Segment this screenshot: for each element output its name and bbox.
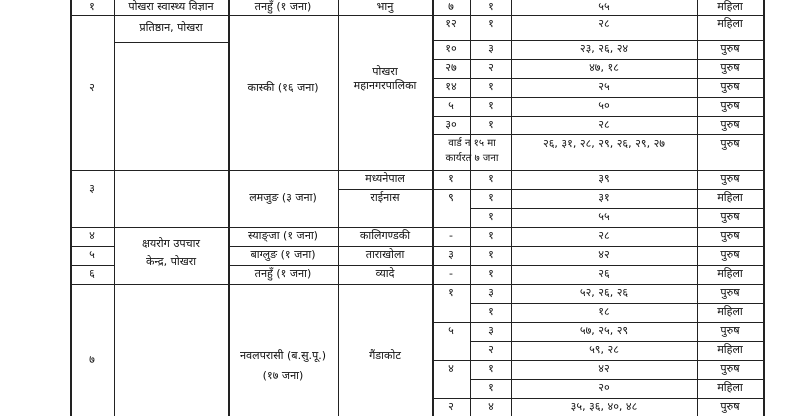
gender: पुरुष: [720, 80, 740, 93]
gender: पुरुष: [720, 324, 740, 337]
ages: ३९: [598, 172, 610, 185]
case-count: १: [488, 80, 494, 93]
local-level: भानु: [376, 0, 394, 13]
gender: महिला: [717, 343, 743, 356]
ward-no: ३: [448, 248, 454, 261]
local-level-line2: महानगरपालिका: [353, 79, 417, 92]
ages: २३, २६, २४: [579, 42, 629, 55]
gender: पुरुष: [720, 61, 740, 74]
ages: ५२, २६, २६: [579, 286, 629, 299]
institution-name-line2: केन्द्र, पोखरा: [145, 255, 197, 268]
ward-no: १: [448, 286, 454, 299]
ward-no: -: [449, 229, 453, 242]
district: तनहुँ (१ जना): [254, 267, 312, 280]
ward-no: ७: [448, 0, 454, 13]
row-sn: २: [89, 81, 95, 94]
row-sn: ४: [89, 229, 95, 242]
ages: ५५: [598, 0, 610, 13]
local-level: व्यादे: [375, 267, 395, 280]
row-sn: ३: [89, 182, 95, 195]
ward-no: ९: [448, 191, 454, 204]
local-level: पोखरा: [372, 65, 398, 78]
case-count: १: [488, 362, 494, 375]
case-count: १: [488, 172, 494, 185]
case-count: १: [488, 17, 494, 30]
gender: पुरुष: [720, 118, 740, 131]
gender: पुरुष: [720, 286, 740, 299]
local-level: गैंडाकोट: [369, 349, 401, 362]
ages: ३५, ३६, ४०, ४८: [570, 400, 638, 413]
gender: महिला: [717, 381, 743, 394]
ages: १८: [598, 305, 610, 318]
case-count: १: [488, 267, 494, 280]
gender: पुरुष: [720, 172, 740, 185]
ages: ४७, १८: [589, 61, 619, 74]
ages: ४२: [598, 248, 610, 261]
ward-no: १४: [445, 80, 457, 93]
ages: २८: [598, 17, 610, 30]
gender: महिला: [717, 0, 743, 13]
ward-no: ५: [448, 99, 454, 112]
ages: २५: [598, 80, 610, 93]
row-sn: ६: [89, 267, 95, 280]
ward-no: ३०: [445, 118, 457, 131]
row-sn: १: [89, 0, 95, 13]
case-count: १: [488, 248, 494, 261]
case-count: ३: [488, 42, 494, 55]
case-count: ४: [488, 400, 494, 413]
gender: पुरुष: [720, 248, 740, 261]
ages: ५७, २५, २९: [579, 324, 629, 337]
ward-no: २७: [445, 61, 457, 74]
case-count: १: [488, 210, 494, 223]
ward-no: -: [449, 267, 453, 280]
case-count: १: [488, 305, 494, 318]
institution-name: क्षयरोग उपचार: [142, 237, 200, 250]
ages: ४२: [598, 362, 610, 375]
institution-name-line2: प्रतिष्ठान, पोखरा: [139, 21, 203, 34]
gender: पुरुष: [720, 137, 740, 150]
ages: २८: [598, 118, 610, 131]
case-count: १: [488, 118, 494, 131]
gender: पुरुष: [720, 229, 740, 242]
gender: पुरुष: [720, 99, 740, 112]
district: तनहुँ (१ जना): [254, 0, 312, 13]
district-line2: (१७ जना): [262, 369, 304, 382]
ward-no: ४: [448, 362, 454, 375]
gender: पुरुष: [720, 400, 740, 413]
case-count: १: [488, 99, 494, 112]
gender: पुरुष: [720, 210, 740, 223]
case-count: १: [488, 191, 494, 204]
ages: ५०: [598, 99, 610, 112]
gender: महिला: [717, 267, 743, 280]
gender: पुरुष: [720, 362, 740, 375]
local-level: कालिगण्डकी: [359, 229, 411, 242]
district: नवलपरासी (ब.सु.पू.): [239, 349, 327, 362]
district: लमजुङ (३ जना): [249, 191, 317, 204]
case-count: २: [488, 61, 494, 74]
ward-no: २: [448, 400, 454, 413]
district: बाग्लुङ (१ जना): [250, 248, 316, 261]
row-sn: ५: [89, 248, 95, 261]
institution-name: पोखरा स्वास्थ्य विज्ञान: [128, 0, 214, 13]
local-level: मध्यनेपाल: [365, 172, 405, 185]
case-count: १: [488, 229, 494, 242]
district: स्याङ्जा (१ जना): [248, 229, 318, 242]
case-count: १: [488, 0, 494, 13]
row-sn: ७: [89, 353, 95, 366]
ward-no: १: [448, 172, 454, 185]
case-count: १: [488, 381, 494, 394]
ages: ३१: [598, 191, 610, 204]
ages: २६: [598, 267, 610, 280]
ward-note-line2: कार्यरत ७ जना: [445, 153, 499, 164]
local-level: ताराखोला: [365, 248, 405, 261]
case-count: ३: [488, 324, 494, 337]
ages: २०: [598, 381, 610, 394]
ward-no: ५: [448, 324, 454, 337]
gender: महिला: [717, 191, 743, 204]
gender: महिला: [717, 305, 743, 318]
case-count: ३: [488, 286, 494, 299]
ages: २६, ३१, २८, २९, २६, २९, २७: [542, 137, 666, 150]
district: कास्की (१६ जना): [247, 81, 319, 94]
ages: ५९, २८: [589, 343, 619, 356]
ages: २८: [598, 229, 610, 242]
gender: महिला: [717, 17, 743, 30]
ward-note: वार्ड न १५ मा: [448, 138, 496, 149]
case-count: २: [488, 343, 494, 356]
ages: ५५: [598, 210, 610, 223]
ward-no: १२: [445, 17, 457, 30]
local-level: राईनास: [370, 191, 400, 204]
gender: पुरुष: [720, 42, 740, 55]
ward-no: १०: [445, 42, 457, 55]
